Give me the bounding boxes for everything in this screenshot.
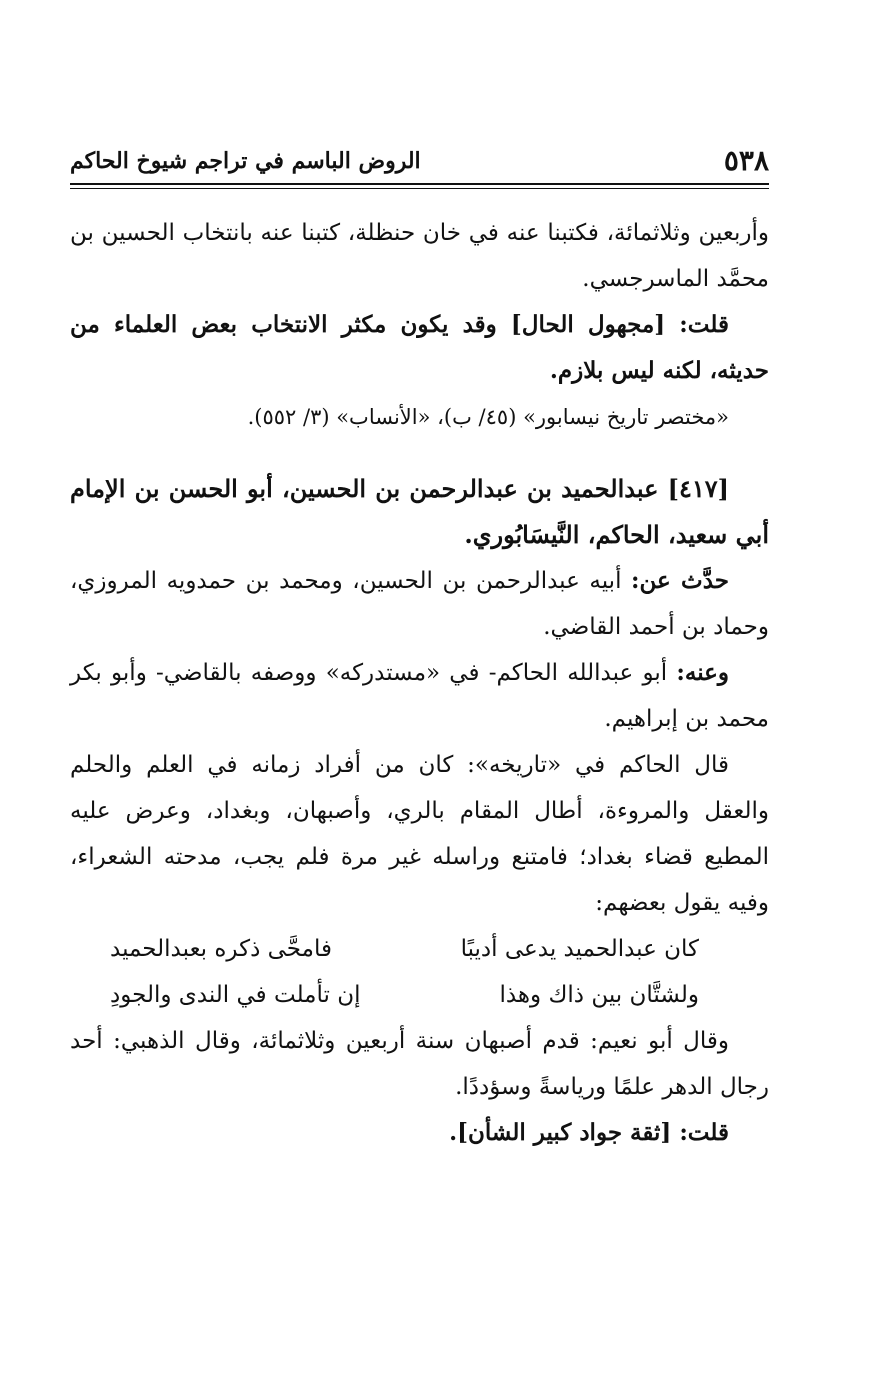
header-rule-thin — [70, 188, 769, 189]
paragraph-hakim-quote: قال الحاكم في «تاريخه»: كان من أفراد زمانه في العلم والحلم والعقل والمروءة، أطال المقام بالري، وأصبهان، وبغداد، وعرض عليه المطيع قضاء بغداد؛ فامتنع وراسله غير مرة فلم يجب، مدحته الشعراء، وفيه يقول بعضهم: — [70, 752, 769, 916]
running-title: الروض الباسم في تراجم شيوخ الحاكم — [70, 148, 421, 174]
verse-2-first-hemistich: ولشتَّان بين ذاك وهذا — [499, 982, 699, 1008]
source-citation: «مختصر تاريخ نيسابور» (٤٥/ ب)، «الأنساب» (٣/ ٥٥٢). — [247, 405, 729, 429]
label-narrated-from: حدَّث عن: — [631, 567, 729, 594]
paragraph-narrated-by — [70, 650, 769, 742]
verse-2-second-hemistich: إن تأملت في الندى والجودِ — [110, 982, 361, 1008]
paragraph-narrated-from — [70, 558, 769, 650]
paragraph-abu-nuaym: وقال أبو نعيم: قدم أصبهان سنة أربعين وثلاثمائة، وقال الذهبي: أحد رجال الدهر علمًا ورياسةً وسؤددًا. — [70, 1028, 769, 1100]
entry-heading: [٤١٧] عبدالحميد بن عبدالرحمن بن الحسين، أبو الحسن بن الإمام أبي سعيد، الحاكم، النَّيسَابُوري. — [70, 474, 769, 549]
text-narrated-by: أبو عبدالله الحاكم- في «مستدركه» ووصفه بالقاضي- وأبو بكر محمد بن إبراهيم. — [70, 660, 769, 732]
paragraph-final-verdict: قلت: [ثقة جواد كبير الشأن]. — [449, 1119, 729, 1146]
label-narrated-by: وعنه: — [676, 659, 729, 686]
verse-1-first-hemistich: كان عبدالحميد يدعى أديبًا — [460, 936, 699, 962]
verse-line-1 — [70, 926, 769, 972]
verse-1-second-hemistich: فامحَّى ذكره بعبدالحميد — [110, 936, 332, 962]
page-header — [70, 140, 769, 180]
text-narrated-from: أبيه عبدالرحمن بن الحسين، ومحمد بن حمدويه المروزي، وحماد بن أحمد القاضي. — [70, 568, 769, 640]
paragraph-verdict: قلت: [مجهول الحال] وقد يكون مكثر الانتخاب بعض العلماء من حديثه، لكنه ليس بلازم. — [70, 311, 769, 384]
paragraph-continuation: وأربعين وثلاثمائة، فكتبنا عنه في خان حنظلة، كتبنا عنه بانتخاب الحسين بن محمَّد الماسرجسي. — [70, 220, 769, 292]
header-rule — [70, 183, 769, 185]
page-number: ٥٣٨ — [723, 144, 769, 177]
page-body — [70, 210, 769, 1156]
verse-line-2 — [70, 972, 769, 1018]
